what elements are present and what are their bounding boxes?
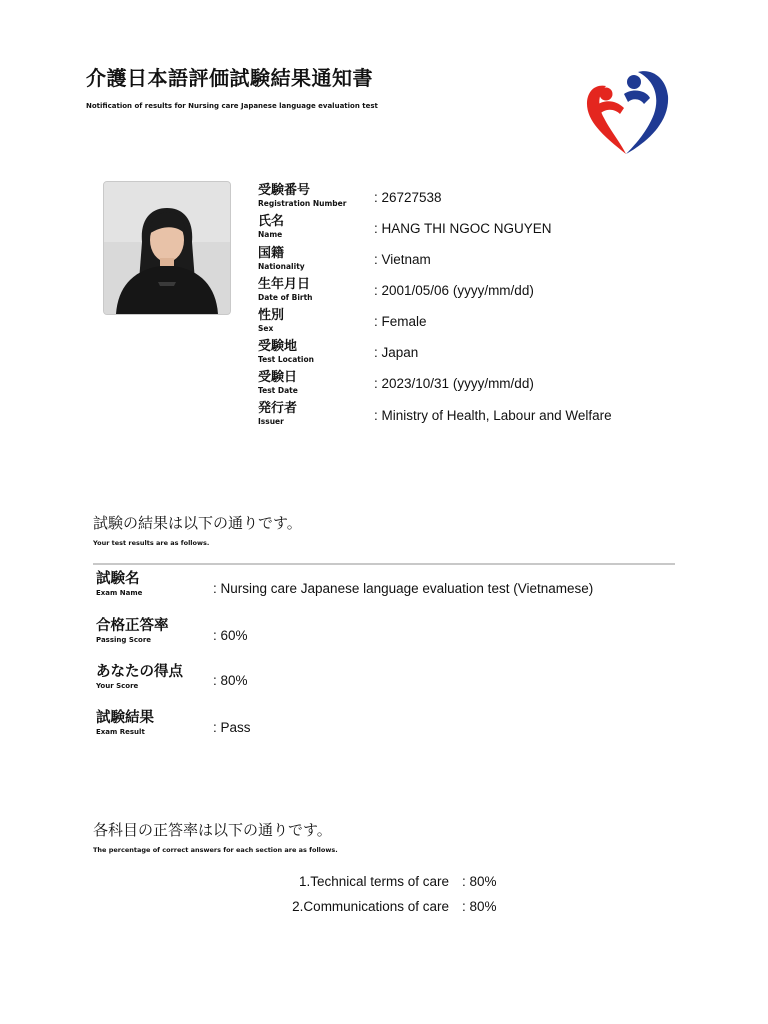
- section-score-communications: : 80%: [462, 899, 497, 914]
- exam-result-value: : Pass: [213, 720, 251, 735]
- document-title: 介護日本語評価試験結果通知書: [86, 66, 373, 90]
- date-of-birth-value: : 2001/05/06 (yyyy/mm/dd): [374, 283, 534, 298]
- mhlw-heart-logo-icon: [584, 64, 672, 158]
- your-score-label: あなたの得点 Your Score: [96, 664, 183, 690]
- exam-name-value: : Nursing care Japanese language evaluation test (Vietnamese): [213, 581, 594, 596]
- section-score-technical-terms: : 80%: [462, 874, 497, 889]
- results-divider: [93, 563, 675, 565]
- nationality-value: : Vietnam: [374, 252, 431, 267]
- your-score-value: : 80%: [213, 673, 248, 688]
- name-value: : HANG THI NGOC NGUYEN: [374, 221, 552, 236]
- date-of-birth-label: 生年月日 Date of Birth: [258, 277, 313, 302]
- section-name-technical-terms: 1.Technical terms of care: [298, 874, 449, 889]
- applicant-photo: [103, 181, 231, 315]
- exam-result-label: 試験結果 Exam Result: [96, 710, 154, 736]
- test-date-value: : 2023/10/31 (yyyy/mm/dd): [374, 376, 534, 391]
- document-subtitle: Notification of results for Nursing care Japanese language evaluation test: [86, 102, 378, 110]
- results-heading-en: Your test results are as follows.: [93, 539, 210, 547]
- registration-number-value: : 26727538: [374, 190, 442, 205]
- passing-score-label: 合格正答率 Passing Score: [96, 618, 169, 644]
- test-location-value: : Japan: [374, 345, 419, 360]
- sections-heading: 各科目の正答率は以下の通りです。: [93, 821, 332, 839]
- test-location-label: 受験地 Test Location: [258, 339, 314, 364]
- sections-heading-en: The percentage of correct answers for each section are as follows.: [93, 846, 338, 854]
- results-heading: 試験の結果は以下の通りです。: [93, 514, 302, 532]
- passing-score-value: : 60%: [213, 628, 248, 643]
- test-date-label: 受験日 Test Date: [258, 370, 298, 395]
- name-label: 氏名 Name: [258, 214, 285, 239]
- issuer-value: : Ministry of Health, Labour and Welfare: [374, 408, 612, 423]
- sex-label: 性別 Sex: [258, 308, 285, 333]
- nationality-label: 国籍 Nationality: [258, 246, 305, 271]
- registration-number-label: 受験番号 Registration Number: [258, 183, 347, 208]
- sex-value: : Female: [374, 314, 427, 329]
- exam-name-label: 試験名 Exam Name: [96, 571, 143, 597]
- section-name-communications: 2.Communications of care: [292, 899, 449, 914]
- issuer-label: 発行者 Issuer: [258, 401, 298, 426]
